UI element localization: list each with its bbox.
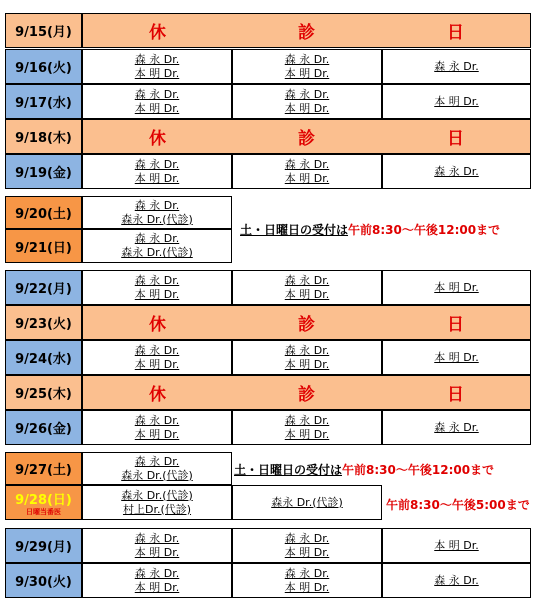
date-cell [5, 119, 82, 154]
date-label: 9/18(木) [15, 131, 72, 146]
note-prefix: 土・日曜日の受付は [234, 463, 343, 477]
date-label: 9/29(月) [15, 540, 72, 555]
doctor-name: 本 明 Dr. [134, 101, 180, 115]
weekend-hours-note [240, 221, 500, 238]
schedule-cell [382, 410, 531, 445]
doctor-name: 森 永 Dr. [284, 531, 330, 545]
weekend-hours-note [234, 461, 494, 478]
date-label: 9/28(日) [15, 493, 72, 508]
doctor-name: 本 明 Dr. [284, 171, 330, 185]
date-label: 9/20(土) [15, 207, 72, 222]
date-label: 9/19(金) [15, 166, 72, 181]
doctor-name: 森 永 Dr. [284, 343, 330, 357]
doctor-name: 森 永 Dr. [434, 420, 479, 434]
closed-char: 診 [298, 23, 315, 43]
schedule-cell [82, 528, 232, 563]
date-label: 9/16(火) [15, 61, 72, 76]
doctor-name: 森 永 Dr. [284, 157, 330, 171]
closed-char: 日 [447, 23, 464, 43]
date-cell [5, 13, 82, 48]
date-cell [5, 452, 82, 485]
date-label: 9/22(月) [15, 282, 72, 297]
doctor-name: 本 明 Dr. [134, 171, 180, 185]
doctor-name: 森 永 Dr. [134, 413, 180, 427]
doctor-name: 森永 Dr.(代診) [121, 468, 193, 482]
note-prefix: 土・日曜日の受付は [240, 223, 349, 237]
date-label: 9/25(木) [15, 387, 72, 402]
note-hours: 午前8:30～午後12:00まで [342, 463, 495, 477]
schedule-cell [82, 154, 232, 189]
doctor-name: 森 永 Dr. [134, 232, 180, 245]
doctor-name: 本 明 Dr. [134, 427, 180, 441]
closed-char: 休 [149, 129, 166, 149]
schedule-cell [82, 452, 232, 485]
schedule-cell [382, 270, 531, 305]
doctor-name: 森 永 Dr. [284, 52, 330, 66]
closed-char: 日 [447, 385, 464, 405]
schedule-cell [382, 84, 531, 119]
closed-char: 診 [298, 315, 315, 335]
doctor-name: 森 永 Dr. [284, 87, 330, 101]
schedule-cell [82, 229, 232, 263]
schedule-cell [382, 154, 531, 189]
schedule-cell [82, 485, 232, 520]
date-cell [5, 196, 82, 229]
schedule-cell [232, 49, 382, 84]
date-label: 9/15(月) [15, 25, 72, 40]
schedule-cell [232, 340, 382, 375]
schedule-cell [82, 84, 232, 119]
date-label: 9/23(火) [15, 317, 72, 332]
doctor-name: 本 明 Dr. [434, 280, 479, 294]
sunday-hours-note [386, 496, 530, 513]
doctor-name: 森 永 Dr. [134, 198, 180, 212]
doctor-name: 森 永 Dr. [284, 273, 330, 287]
closed-char: 休 [149, 23, 166, 43]
doctor-name: 森永 Dr.(代診) [121, 212, 193, 226]
doctor-name: 本 明 Dr. [284, 580, 330, 594]
closed-day-cell [82, 375, 531, 410]
date-label: 9/24(水) [15, 352, 72, 367]
doctor-name: 森 永 Dr. [134, 157, 180, 171]
doctor-name: 森永 Dr.(代診) [271, 495, 343, 509]
date-cell [5, 563, 82, 598]
date-cell [5, 84, 82, 119]
schedule-cell [82, 270, 232, 305]
date-cell [5, 375, 82, 410]
schedule-cell [232, 154, 382, 189]
schedule-cell [382, 340, 531, 375]
schedule-cell [232, 528, 382, 563]
doctor-name: 本 明 Dr. [134, 357, 180, 371]
date-cell [5, 270, 82, 305]
note-hours: 午前8:30～午後5:00まで [386, 498, 530, 512]
doctor-name: 森 永 Dr. [134, 52, 180, 66]
closed-char: 診 [298, 385, 315, 405]
schedule-cell [382, 49, 531, 84]
schedule-cell [82, 340, 232, 375]
doctor-name: 森 永 Dr. [134, 273, 180, 287]
closed-day-cell [82, 119, 531, 154]
doctor-name: 本 明 Dr. [284, 545, 330, 559]
doctor-name: 森 永 Dr. [434, 164, 479, 178]
doctor-name: 森 永 Dr. [284, 413, 330, 427]
doctor-name: 森永 Dr.(代診) [121, 488, 193, 502]
schedule-cell [232, 485, 382, 520]
note-hours: 午前8:30～午後12:00まで [348, 223, 501, 237]
schedule-cell [82, 563, 232, 598]
closed-char: 日 [447, 315, 464, 335]
doctor-name: 森 永 Dr. [434, 59, 479, 73]
doctor-name: 森 永 Dr. [134, 566, 180, 580]
schedule-cell [232, 563, 382, 598]
doctor-name: 本 明 Dr. [434, 350, 479, 364]
doctor-name: 森 永 Dr. [284, 566, 330, 580]
doctor-name: 森 永 Dr. [434, 573, 479, 587]
doctor-name: 本 明 Dr. [284, 287, 330, 301]
date-cell [5, 229, 82, 263]
date-label: 9/21(日) [15, 240, 72, 256]
schedule-cell [232, 270, 382, 305]
doctor-name: 村上Dr.(代診) [122, 502, 192, 516]
date-cell [5, 305, 82, 340]
schedule-cell [82, 49, 232, 84]
date-label: 9/30(火) [15, 575, 72, 590]
doctor-name: 本 明 Dr. [434, 94, 479, 108]
doctor-name: 本 明 Dr. [284, 66, 330, 80]
duty-doctor-label: 日曜当番医 [26, 508, 61, 516]
date-cell [5, 485, 82, 520]
doctor-name: 本 明 Dr. [434, 538, 479, 552]
schedule-cell [382, 528, 531, 563]
closed-char: 日 [447, 129, 464, 149]
doctor-name: 森 永 Dr. [134, 531, 180, 545]
doctor-name: 本 明 Dr. [284, 427, 330, 441]
schedule-cell [82, 196, 232, 229]
doctor-name: 本 明 Dr. [134, 66, 180, 80]
date-cell [5, 154, 82, 189]
doctor-name: 本 明 Dr. [134, 545, 180, 559]
date-cell [5, 340, 82, 375]
schedule-cell [382, 563, 531, 598]
doctor-name: 本 明 Dr. [134, 580, 180, 594]
date-cell [5, 49, 82, 84]
schedule-cell [82, 410, 232, 445]
date-cell [5, 410, 82, 445]
closed-char: 休 [149, 315, 166, 335]
schedule-cell [232, 84, 382, 119]
closed-char: 診 [298, 129, 315, 149]
closed-char: 休 [149, 385, 166, 405]
doctor-name: 本 明 Dr. [284, 357, 330, 371]
doctor-name: 森永 Dr.(代診) [121, 246, 193, 259]
date-label: 9/26(金) [15, 422, 72, 437]
doctor-name: 本 明 Dr. [134, 287, 180, 301]
doctor-name: 森 永 Dr. [134, 87, 180, 101]
doctor-name: 森 永 Dr. [134, 454, 180, 468]
doctor-name: 森 永 Dr. [134, 343, 180, 357]
schedule-cell [232, 410, 382, 445]
closed-day-cell [82, 305, 531, 340]
closed-day-cell [82, 13, 531, 48]
doctor-name: 本 明 Dr. [284, 101, 330, 115]
date-cell [5, 528, 82, 563]
date-label: 9/17(水) [15, 96, 72, 111]
date-label: 9/27(土) [15, 463, 72, 478]
